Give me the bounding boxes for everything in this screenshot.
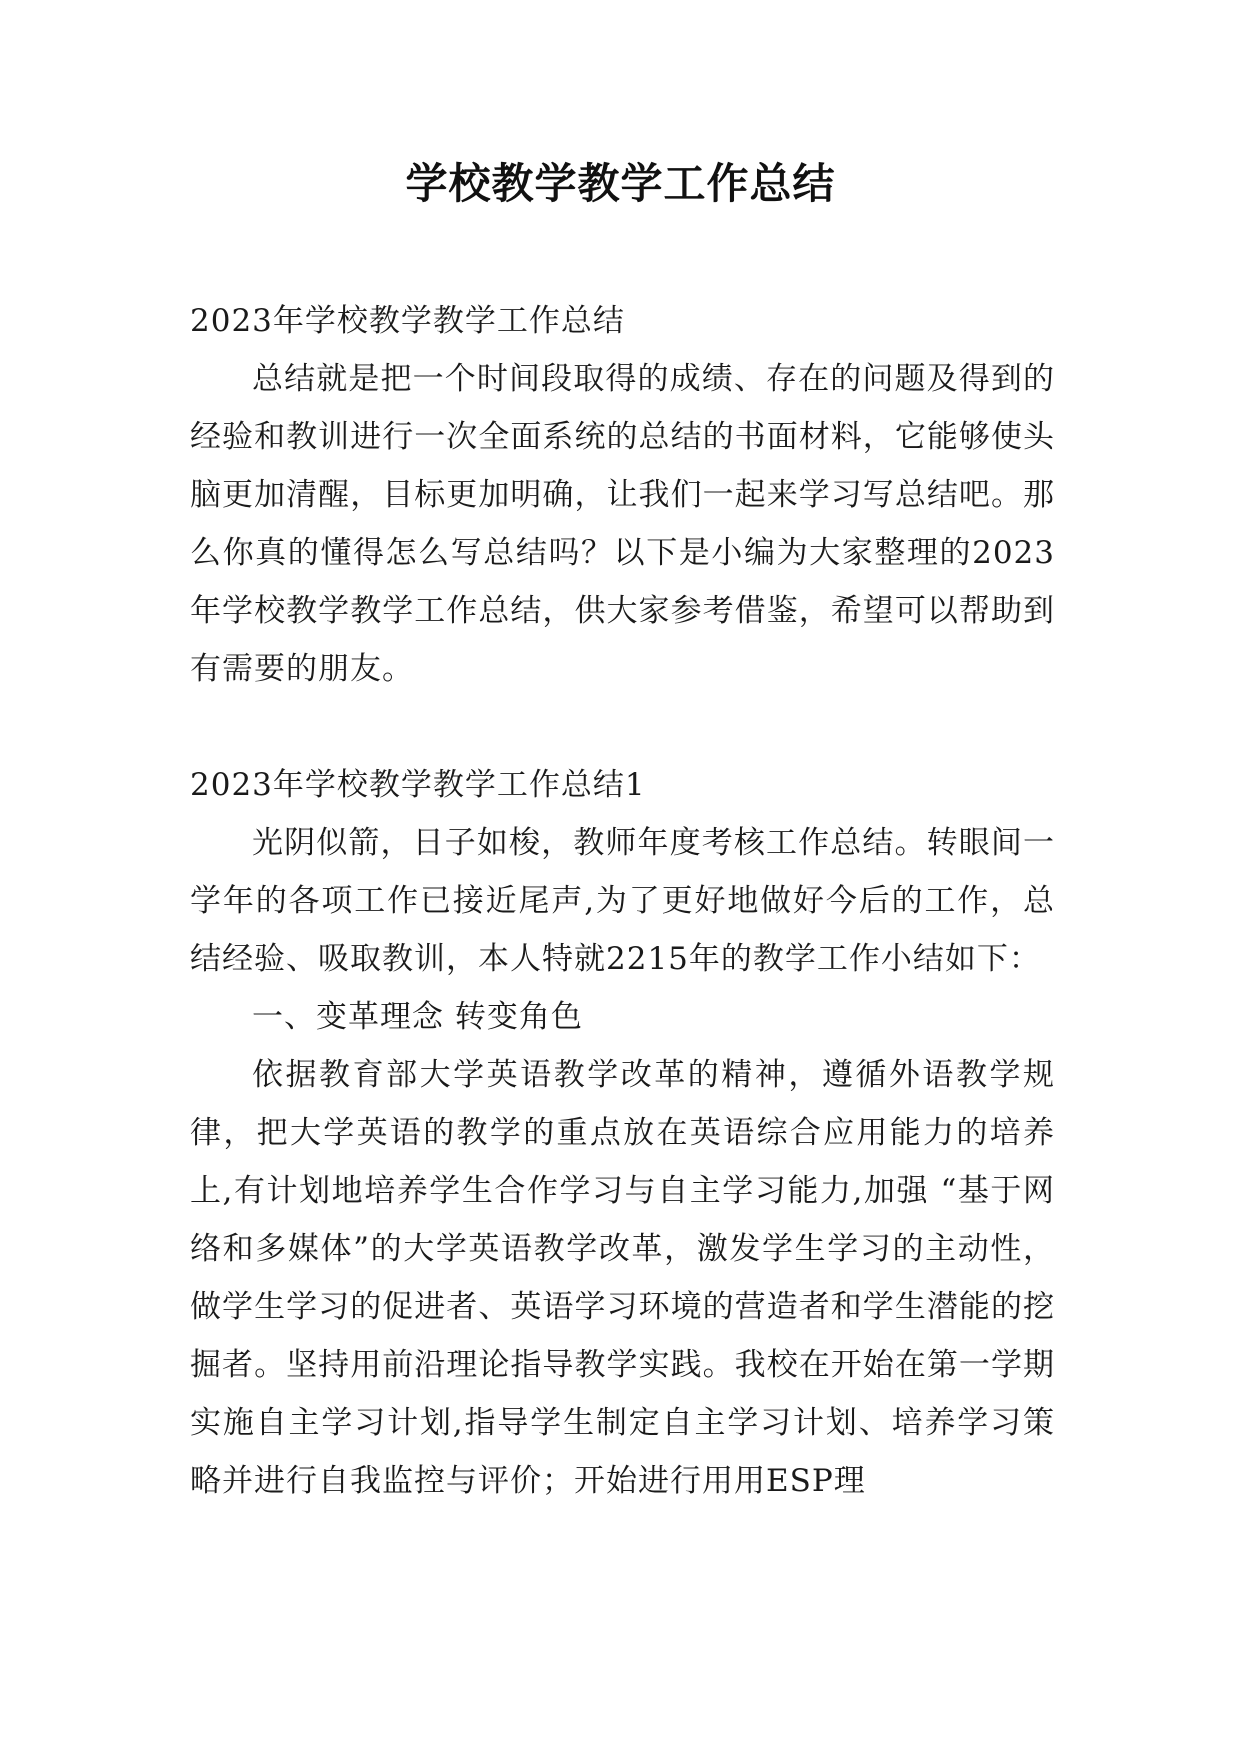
document-title: 学校教学教学工作总结 [405, 159, 836, 208]
document-subtitle: 2023年学校教学教学工作总结 [190, 303, 625, 339]
paragraph-gap [190, 698, 1055, 756]
section-paragraph-1: 光阴似箭，日子如梭，教师年度考核工作总结。转眼间一学年的各项工作已接近尾声,为了更好地做好今后的工作，总结经验、吸取教训，本人特就2215年的教学工作小结如下： [190, 825, 1055, 977]
section-subheading: 一、变革理念 转变角色 [252, 999, 583, 1035]
intro-paragraph: 总结就是把一个时间段取得的成绩、存在的问题及得到的经验和教训进行一次全面系统的总结的书面材料，它能够使头脑更加清醒，目标更加明确，让我们一起来学习写总结吧。那么你真的懂得怎么写总结吗？以下是小编为大家整理的2023年学校教学教学工作总结，供大家参考借鉴，希望可以帮助到有需要的朋友。 [190, 361, 1055, 687]
section-heading: 2023年学校教学教学工作总结1 [190, 767, 646, 803]
document-body [190, 292, 1055, 1510]
section-paragraph-2: 依据教育部大学英语教学改革的精神，遵循外语教学规律，把大学英语的教学的重点放在英语综合应用能力的培养上,有计划地培养学生合作学习与自主学习能力,加强 “基于网络和多媒体”的大学英语教学改革，激发学生学习的主动性，做学生学习的促进者、英语学习环境的营造者和学生潜能的挖掘者。坚持用前沿理论指导教学实践。我校在开始在第一学期实施自主学习计划,指导学生制定自主学习计划、培养学习策略并进行自我监控与评价；开始进行用用ESP理 [190, 1057, 1055, 1499]
